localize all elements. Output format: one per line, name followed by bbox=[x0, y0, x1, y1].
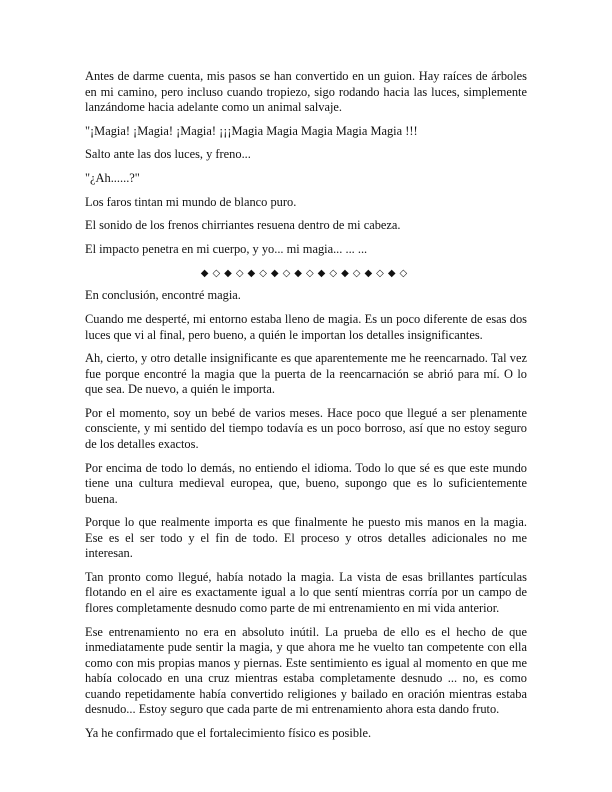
page-body bbox=[85, 69, 527, 750]
paragraph: "¡Magia! ¡Magia! ¡Magia! ¡¡¡Magia Magia Magia Magia Magia !!! bbox=[85, 123, 418, 138]
paragraph: Porque lo que realmente importa es que finalmente he puesto mis manos en la magia. Ese es el ser todo y el fin de todo. El proceso y otros detalles adicionales no me interesan. bbox=[85, 515, 527, 561]
paragraph: Por el momento, soy un bebé de varios meses. Hace poco que llegué a ser plenamente consciente, y mi sentido del tiempo todavía es un poco borroso, así que no estoy seguro de los detalles exactos. bbox=[85, 405, 527, 451]
paragraph: Salto ante las dos luces, y freno... bbox=[85, 147, 251, 162]
paragraph: Ese entrenamiento no era en absoluto inútil. La prueba de ello es el hecho de que inmediatamente pude sentir la magia, y que ahora me he vuelto tan competente con ella como con mis propias manos y piernas. Este sentimiento es igual al momento en que me había colocado en una cruz mientras estaba completamente desnudo ... no, es como cuando repetidamente había convertido religiones y bailado en oración mientras estaba desnudo... Estoy seguro que cada parte de mi entrenamiento ahora esta dando fruto. bbox=[85, 624, 527, 717]
paragraph: El sonido de los frenos chirriantes resuena dentro de mi cabeza. bbox=[85, 218, 401, 233]
paragraph: Ya he confirmado que el fortalecimiento físico es posible. bbox=[85, 725, 372, 740]
paragraph: En conclusión, encontré magia. bbox=[85, 288, 241, 303]
paragraph: Los faros tintan mi mundo de blanco puro. bbox=[85, 194, 297, 209]
paragraph: Ah, cierto, y otro detalle insignificante es que aparentemente me he reencarnado. Tal vez fue porque encontré la magia que la puerta de la reencarnación se abrió para mí. O lo que sea. De nuevo, a quién le importa. bbox=[85, 351, 527, 397]
paragraph: Antes de darme cuenta, mis pasos se han convertido en un guion. Hay raíces de árboles en mi camino, pero incluso cuando tropiezo, sigo rodando hacia las luces, simplemente lanzándome hacia adelante como un animal salvaje. bbox=[85, 69, 527, 114]
paragraph: Tan pronto como llegué, había notado la magia. La vista de esas brillantes partículas flotando en el aire es exactamente igual a lo que sentí mientras corría por un campo de flores completamente desnudo como parte de mi entrenamiento en mi vida anterior. bbox=[85, 569, 527, 615]
section-divider: ◆◇◆◇◆◇◆◇◆◇◆◇◆◇◆◇◆◇ bbox=[200, 267, 412, 279]
paragraph: Por encima de todo lo demás, no entiendo el idioma. Todo lo que sé es que este mundo tiene una cultura medieval europea, que, bueno, supongo que es lo suficientemente buena. bbox=[85, 460, 527, 506]
paragraph: Cuando me desperté, mi entorno estaba lleno de magia. Es un poco diferente de esas dos luces que vi al final, pero bueno, a quién le importan los detalles insignificantes. bbox=[85, 312, 527, 342]
paragraph: "¿Ah......?" bbox=[85, 171, 140, 186]
paragraph: El impacto penetra en mi cuerpo, y yo... mi magia... ... ... bbox=[85, 242, 368, 257]
